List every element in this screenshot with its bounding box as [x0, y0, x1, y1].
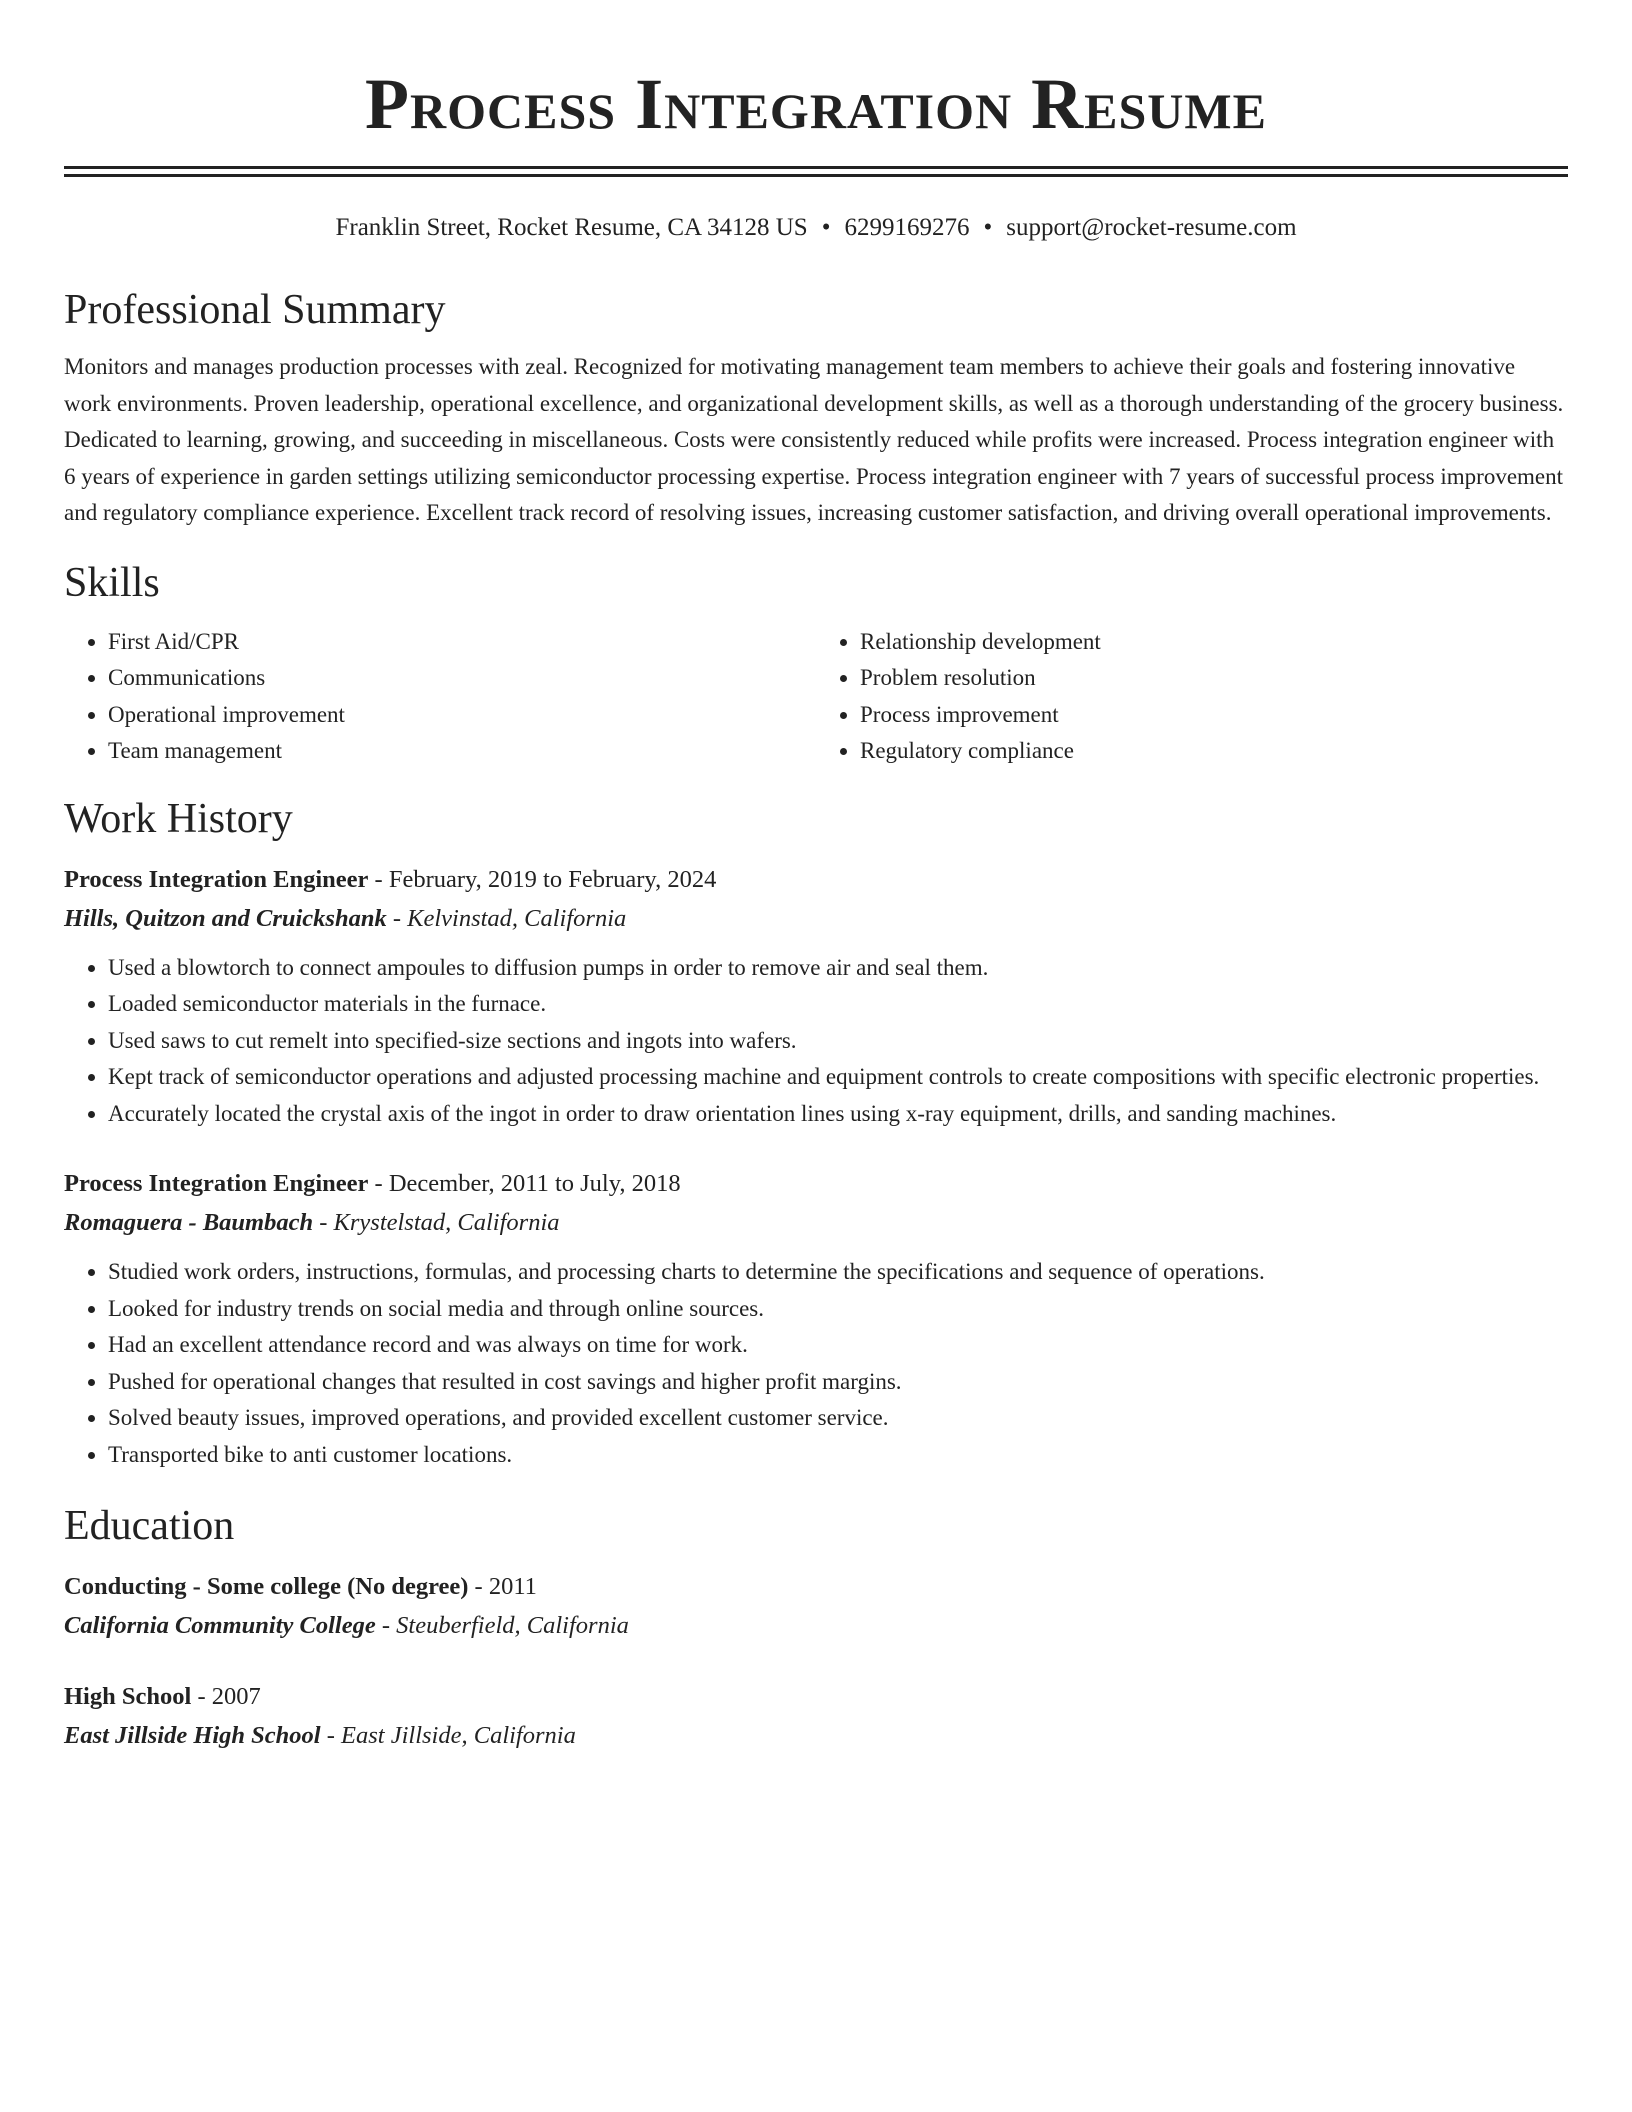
education-year: - 2011	[468, 1573, 537, 1600]
education-entry	[64, 1677, 1568, 1755]
education-degree: High School	[64, 1683, 192, 1710]
skill-item: • First Aid/CPR	[108, 624, 816, 661]
job-location: - Krystelstad, California	[313, 1209, 560, 1236]
education-location: - Steuberfield, California	[375, 1612, 629, 1639]
education-section	[64, 1501, 1568, 1755]
contact-separator: •	[983, 214, 993, 241]
job-bullets	[64, 950, 1568, 1133]
education-degree: Conducting - Some college (No degree)	[64, 1573, 469, 1600]
job-dates: - December, 2011 to July, 2018	[368, 1170, 681, 1197]
skills-list-right	[816, 624, 1568, 770]
job-company: Hills, Quitzon and Cruickshank	[64, 904, 387, 932]
job-title-line	[64, 1164, 1568, 1203]
job-bullet: • Accurately located the crystal axis of the ingot in order to draw orientation lines using x-ray equipment, drills, and sanding machines.	[108, 1096, 1568, 1133]
job-entry	[64, 860, 1568, 1133]
job-company: Romaguera - Baumbach	[64, 1209, 314, 1236]
job-bullet: • Solved beauty issues, improved operations, and provided excellent customer service.	[108, 1400, 1568, 1437]
skill-item: • Team management	[108, 733, 816, 770]
work-history-heading: Work History	[64, 795, 293, 842]
education-year: - 2007	[191, 1683, 261, 1710]
job-company-line	[64, 899, 1568, 938]
summary-section	[64, 285, 1568, 532]
skills-section	[64, 558, 1568, 770]
skill-item: • Relationship development	[860, 624, 1568, 661]
job-title-line	[64, 860, 1568, 899]
contact-phone: 6299169276	[844, 214, 970, 241]
skill-item: • Operational improvement	[108, 697, 816, 734]
job-bullets	[64, 1254, 1568, 1473]
education-school-line	[64, 1716, 1568, 1755]
skill-item: • Process improvement	[860, 697, 1568, 734]
contact-email: support@rocket-resume.com	[1006, 214, 1297, 241]
education-entry	[64, 1567, 1568, 1645]
title-divider	[64, 166, 1568, 177]
job-dates: - February, 2019 to February, 2024	[368, 865, 717, 893]
education-heading: Education	[64, 1503, 235, 1549]
job-bullet: • Looked for industry trends on social media and through online sources.	[108, 1291, 1568, 1328]
education-school: East Jillside High School	[64, 1722, 321, 1749]
job-location: - Kelvinstad, California	[386, 904, 627, 932]
skills-list-left	[64, 624, 816, 770]
skills-grid	[64, 624, 1568, 770]
summary-heading: Professional Summary	[64, 287, 446, 333]
job-bullet: • Used a blowtorch to connect ampoules to diffusion pumps in order to remove air and seal them.	[108, 950, 1568, 987]
skill-item: • Regulatory compliance	[860, 733, 1568, 770]
skill-item: • Communications	[108, 660, 816, 697]
work-history-section	[64, 794, 1568, 1474]
skill-item: • Problem resolution	[860, 660, 1568, 697]
education-degree-line	[64, 1567, 1568, 1606]
summary-text: Monitors and manages production processes with zeal. Recognized for motivating management team members to achieve their goals and fostering innovative work environments. Proven leadership, operational excellence, and organizational development skills, as well as a thorough understanding of the grocery business. Dedicated to learning, growing, and succeeding in miscellaneous. Costs were consistently reduced while profits were increased. Process integration engineer with 6 years of experience in garden settings utilizing semiconductor processing expertise. Process integration engineer with 7 years of successful process improvement and regulatory compliance experience. Excellent track record of resolving issues, increasing customer satisfaction, and driving overall operational improvements.	[64, 354, 1564, 525]
resume-page	[64, 0, 1568, 1755]
job-bullet: • Used saws to cut remelt into specified-size sections and ingots into wafers.	[108, 1023, 1568, 1060]
skills-heading: Skills	[64, 559, 160, 606]
contact-address: Franklin Street, Rocket Resume, CA 34128 US	[335, 214, 808, 241]
job-bullet: • Kept track of semiconductor operations and adjusted processing machine and equipment controls to create compositions with specific electronic properties.	[108, 1059, 1568, 1096]
resume-title: Process Integration Resume	[365, 64, 1267, 144]
job-bullet: • Studied work orders, instructions, formulas, and processing charts to determine the specifications and sequence of operations.	[108, 1254, 1568, 1291]
job-bullet: • Had an excellent attendance record and was always on time for work.	[108, 1327, 1568, 1364]
job-company-line	[64, 1203, 1568, 1242]
contact-line	[64, 211, 1568, 245]
education-school: California Community College	[64, 1612, 376, 1639]
education-location: - East Jillside, California	[320, 1722, 576, 1749]
job-entry	[64, 1164, 1568, 1473]
job-bullet: • Loaded semiconductor materials in the furnace.	[108, 986, 1568, 1023]
education-school-line	[64, 1606, 1568, 1645]
education-degree-line	[64, 1677, 1568, 1716]
job-title: Process Integration Engineer	[64, 865, 369, 893]
job-title: Process Integration Engineer	[64, 1170, 369, 1197]
job-bullet: • Pushed for operational changes that resulted in cost savings and higher profit margins.	[108, 1364, 1568, 1401]
contact-separator: •	[821, 214, 831, 241]
job-bullet: • Transported bike to anti customer locations.	[108, 1437, 1568, 1474]
